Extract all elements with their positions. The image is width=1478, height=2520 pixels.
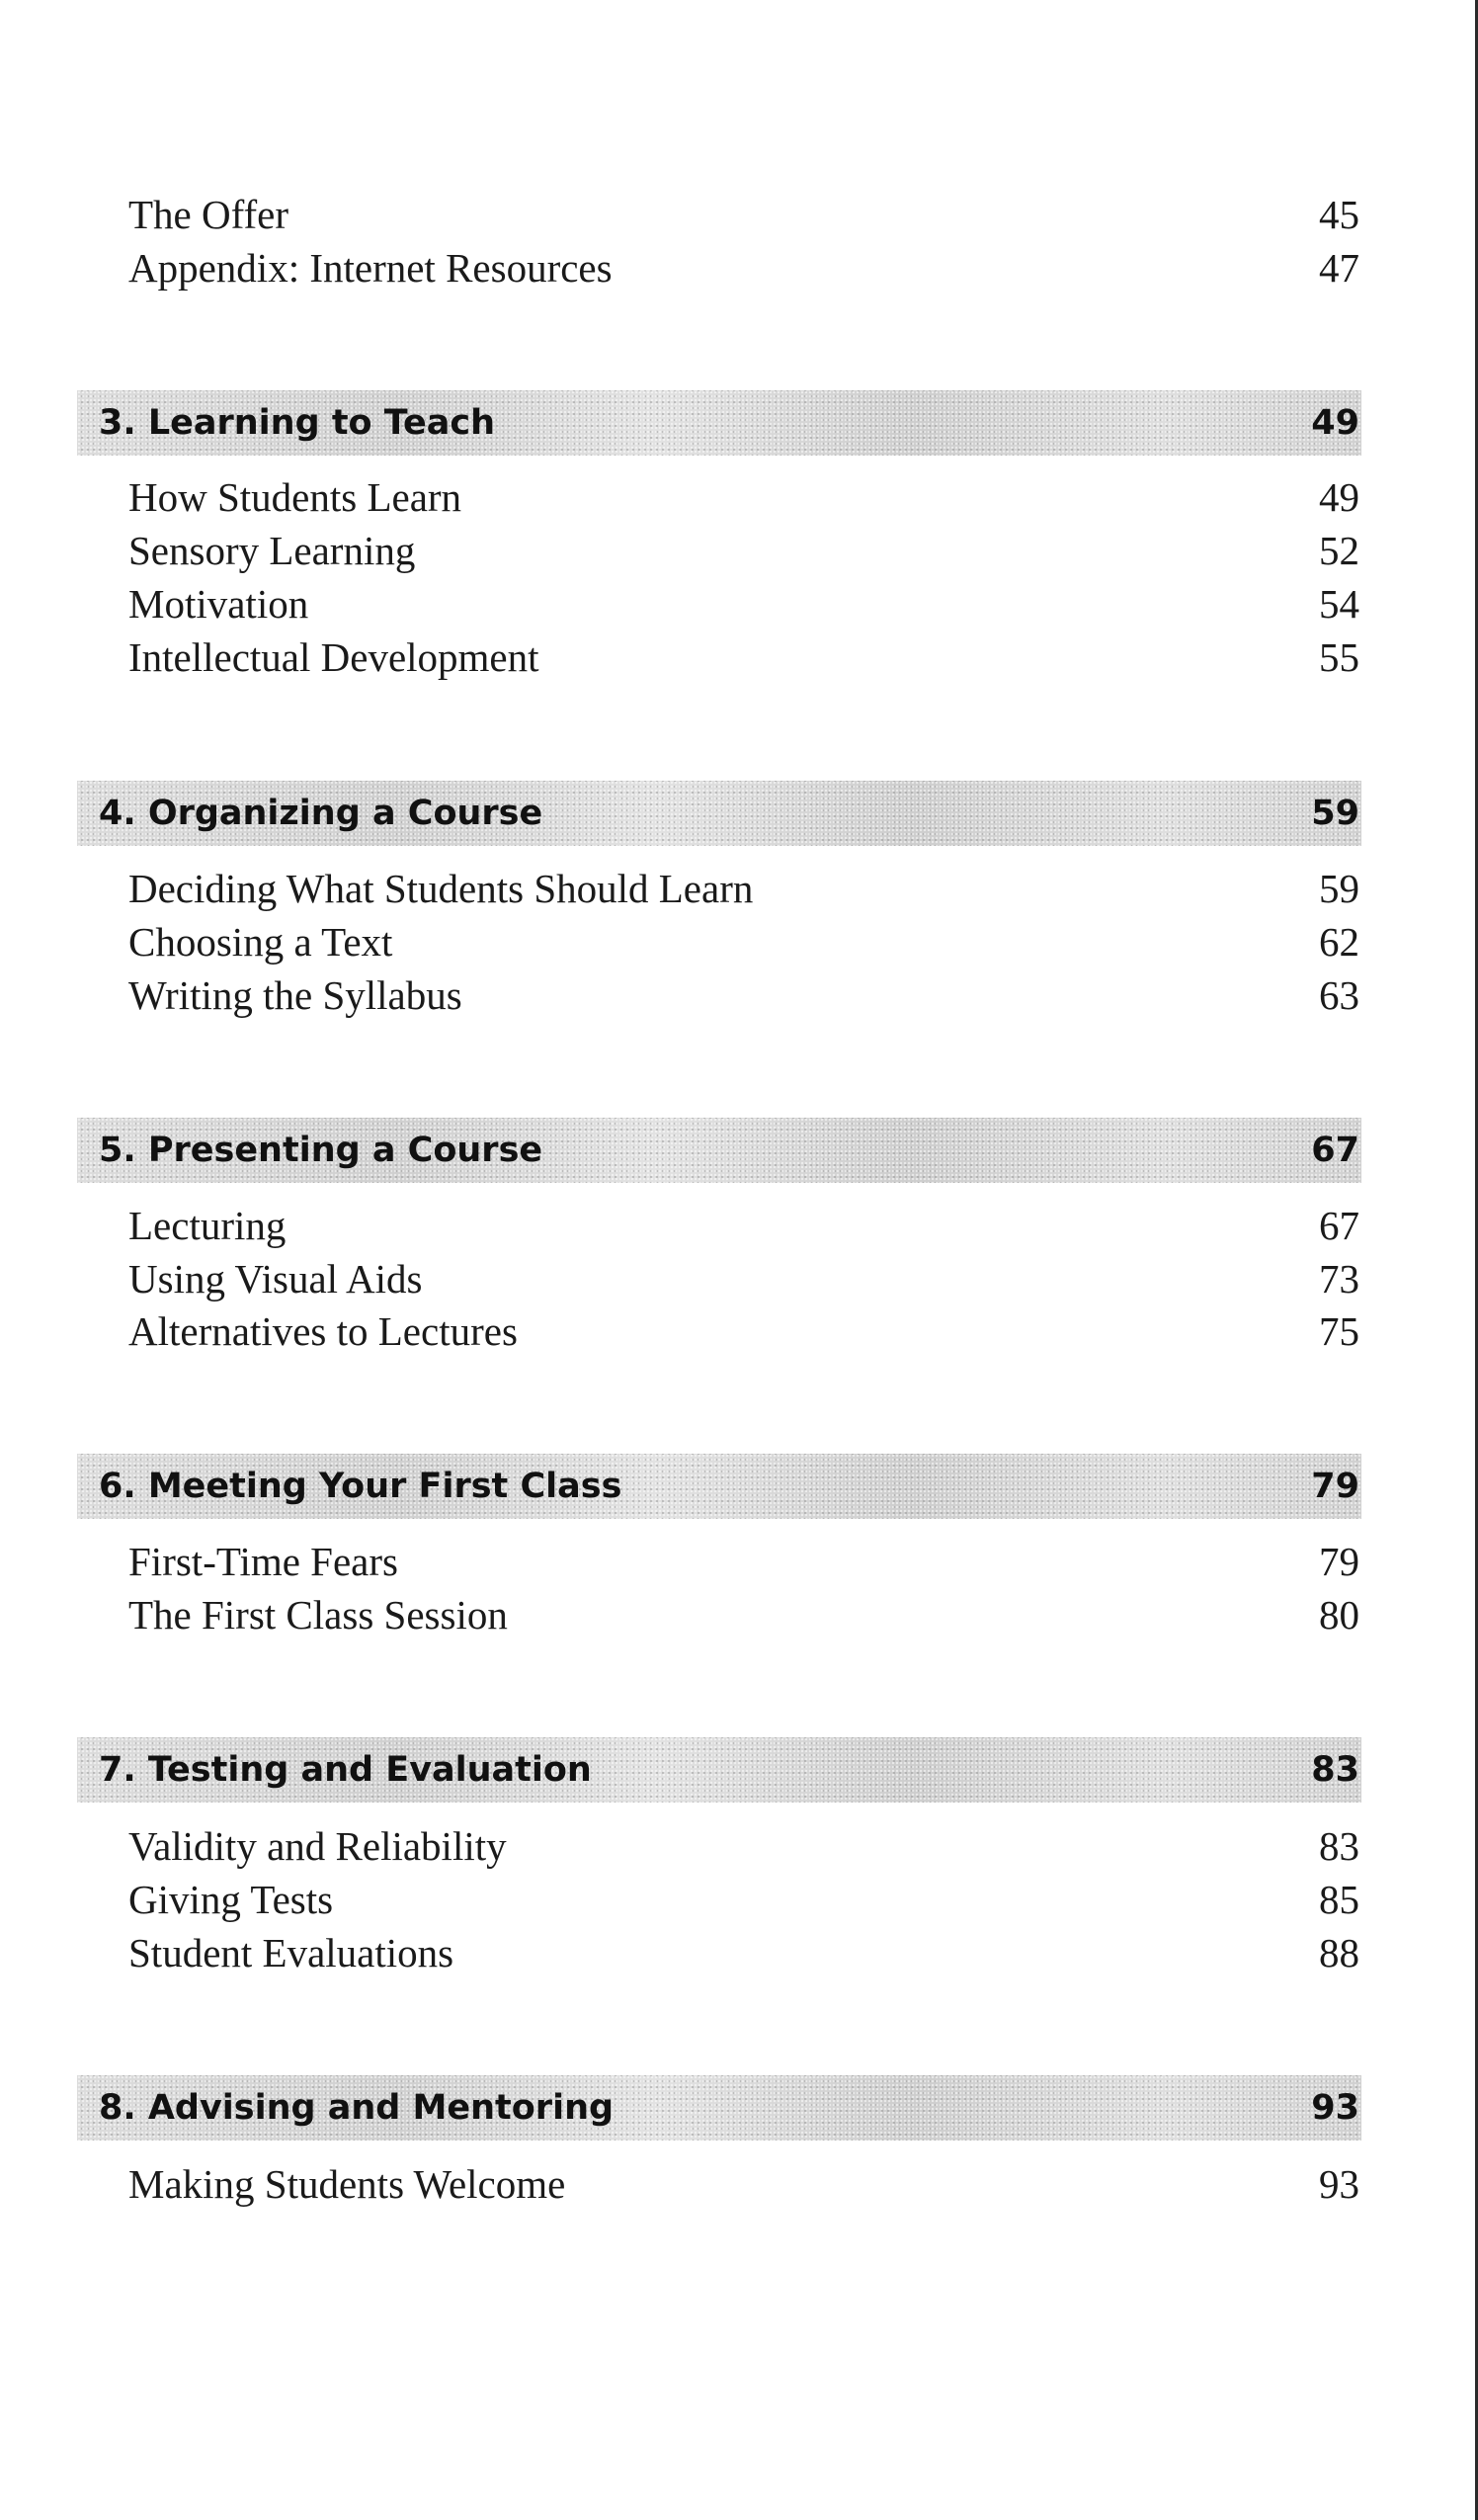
chapter-heading bbox=[77, 1118, 1361, 1183]
chapter-title: 8. Advising and Mentoring bbox=[99, 2088, 615, 2128]
entry-title: Sensory Learning bbox=[128, 528, 416, 573]
toc-entry bbox=[128, 917, 1359, 966]
entry-page: 85 bbox=[1319, 1877, 1359, 1922]
chapter-title: 7. Testing and Evaluation bbox=[99, 1750, 592, 1790]
entry-title: Making Students Welcome bbox=[128, 2161, 566, 2207]
chapter-page: 93 bbox=[1311, 2088, 1359, 2128]
entry-title: Giving Tests bbox=[128, 1877, 334, 1922]
chapter-page: 59 bbox=[1311, 794, 1359, 833]
entry-page: 80 bbox=[1319, 1592, 1359, 1638]
chapter-page: 79 bbox=[1311, 1467, 1359, 1506]
entry-page: 49 bbox=[1319, 474, 1359, 520]
chapter-page: 67 bbox=[1311, 1131, 1359, 1170]
toc-entry bbox=[128, 1254, 1359, 1303]
entry-title: Deciding What Students Should Learn bbox=[128, 866, 754, 911]
chapter-title: 3. Learning to Teach bbox=[99, 403, 496, 443]
entry-page: 83 bbox=[1319, 1823, 1359, 1869]
toc-entry bbox=[128, 526, 1359, 575]
entry-title: Validity and Reliability bbox=[128, 1823, 507, 1869]
chapter-title: 6. Meeting Your First Class bbox=[99, 1467, 622, 1506]
entry-title: How Students Learn bbox=[128, 474, 462, 520]
entry-title: Writing the Syllabus bbox=[128, 972, 462, 1018]
chapter-heading bbox=[77, 781, 1361, 846]
chapter-page: 83 bbox=[1311, 1750, 1359, 1790]
entry-page: 59 bbox=[1319, 866, 1359, 911]
toc-entry bbox=[128, 190, 1359, 239]
entry-title: Appendix: Internet Resources bbox=[128, 245, 613, 291]
entry-page: 79 bbox=[1319, 1539, 1359, 1584]
entry-title: Using Visual Aids bbox=[128, 1256, 423, 1302]
entry-page: 55 bbox=[1319, 634, 1359, 680]
entry-page: 67 bbox=[1319, 1203, 1359, 1248]
toc-entry bbox=[128, 1201, 1359, 1250]
chapter-heading bbox=[77, 390, 1361, 456]
entry-title: Lecturing bbox=[128, 1203, 287, 1248]
chapter-heading bbox=[77, 2075, 1361, 2141]
chapter-title: 5. Presenting a Course bbox=[99, 1131, 543, 1170]
entry-title: First-Time Fears bbox=[128, 1539, 398, 1584]
entry-page: 93 bbox=[1319, 2161, 1359, 2207]
entry-page: 63 bbox=[1319, 972, 1359, 1018]
toc-entry bbox=[128, 1928, 1359, 1977]
entry-page: 52 bbox=[1319, 528, 1359, 573]
chapter-heading bbox=[77, 1737, 1361, 1803]
toc-entry bbox=[128, 1306, 1359, 1356]
toc-entry bbox=[128, 472, 1359, 522]
entry-title: Alternatives to Lectures bbox=[128, 1308, 518, 1354]
toc-entry bbox=[128, 2159, 1359, 2209]
entry-page: 75 bbox=[1319, 1308, 1359, 1354]
entry-page: 88 bbox=[1319, 1930, 1359, 1975]
entry-page: 73 bbox=[1319, 1256, 1359, 1302]
entry-page: 45 bbox=[1319, 192, 1359, 237]
chapter-title: 4. Organizing a Course bbox=[99, 794, 543, 833]
entry-title: Intellectual Development bbox=[128, 634, 539, 680]
entry-title: The First Class Session bbox=[128, 1592, 508, 1638]
entry-page: 62 bbox=[1319, 919, 1359, 965]
toc-entry bbox=[128, 243, 1359, 293]
entry-title: The Offer bbox=[128, 192, 289, 237]
toc-entry bbox=[128, 632, 1359, 682]
toc-entry bbox=[128, 579, 1359, 629]
toc-entry bbox=[128, 864, 1359, 913]
toc-entry bbox=[128, 1537, 1359, 1586]
toc-entry bbox=[128, 1875, 1359, 1924]
entry-page: 47 bbox=[1319, 245, 1359, 291]
toc-entry bbox=[128, 1590, 1359, 1639]
chapter-page: 49 bbox=[1311, 403, 1359, 443]
entry-page: 54 bbox=[1319, 581, 1359, 627]
toc-entry bbox=[128, 1821, 1359, 1871]
chapter-heading bbox=[77, 1454, 1361, 1519]
toc-entry bbox=[128, 970, 1359, 1020]
entry-title: Motivation bbox=[128, 581, 309, 627]
entry-title: Choosing a Text bbox=[128, 919, 393, 965]
entry-title: Student Evaluations bbox=[128, 1930, 454, 1975]
